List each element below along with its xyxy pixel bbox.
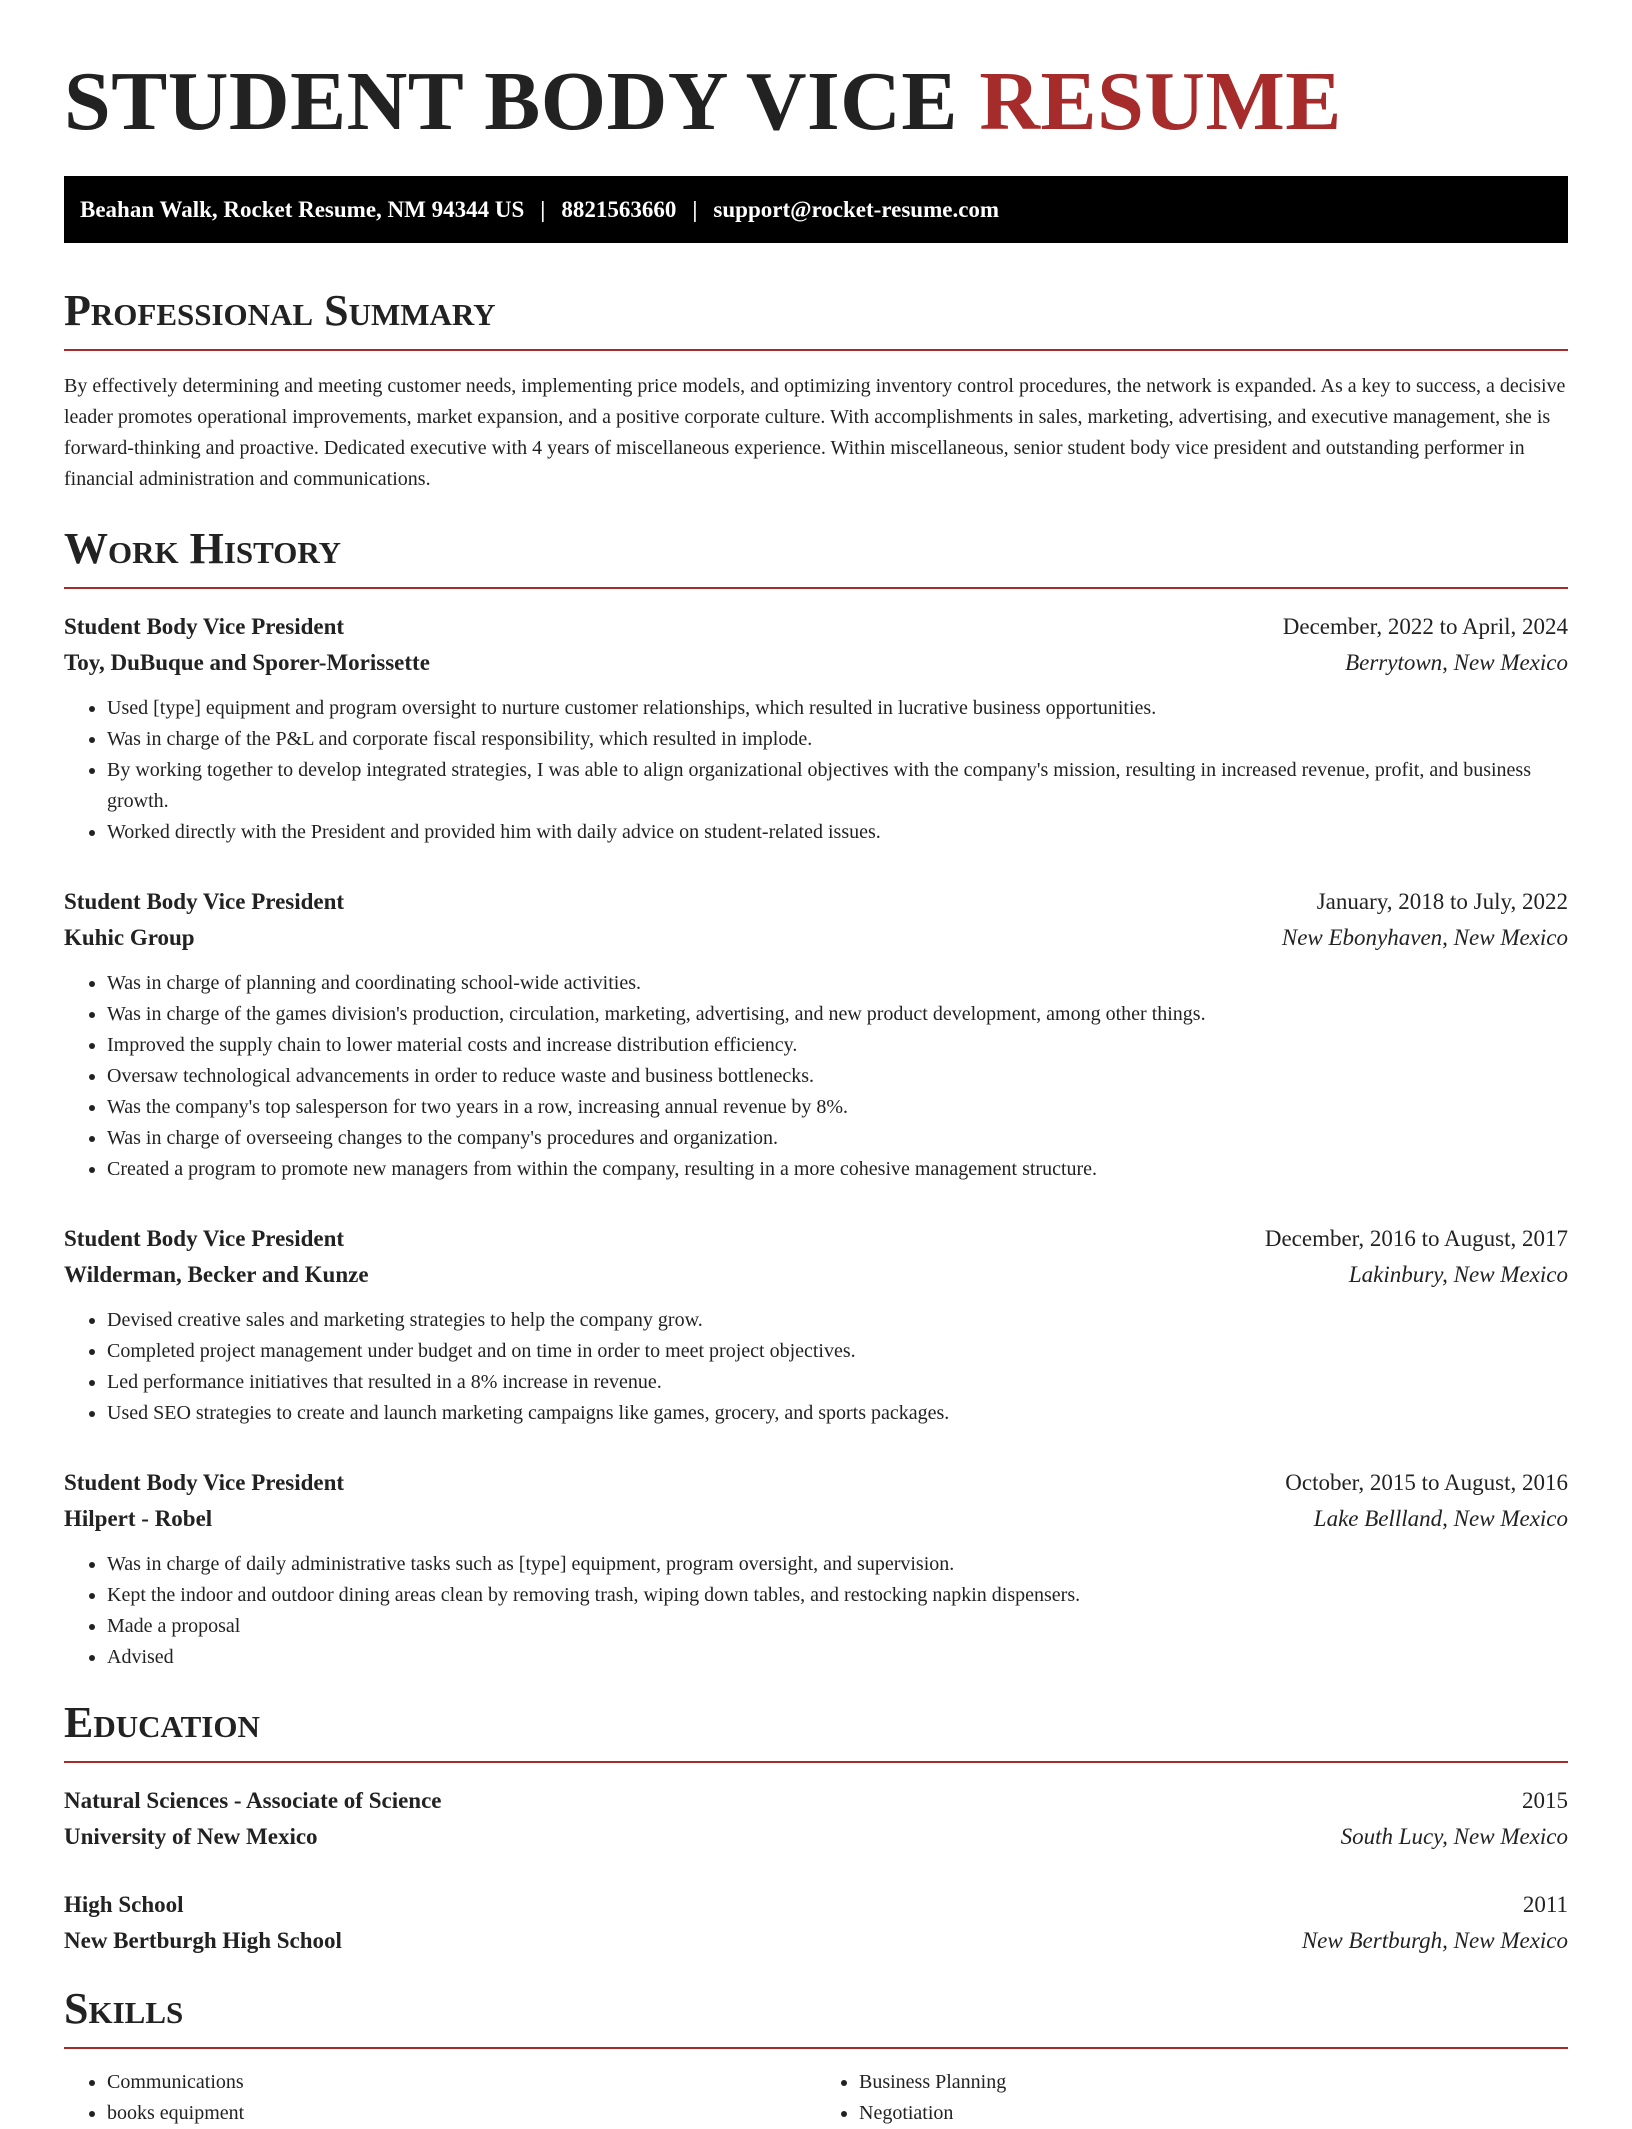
skills-heading: Skills [64,1985,1568,2049]
job-entry [64,1465,1568,1673]
summary-heading: Professional Summary [64,287,1568,351]
contact-separator: | [692,196,698,222]
job-bullets [64,693,1568,848]
job-company-row [64,1501,1568,1537]
job-company: Wilderman, Becker and Kunze [64,1262,369,1287]
job-header-row [64,609,1568,645]
job-bullet: • Completed project management under budget and on time in order to meet project objectives. [107,1336,1568,1367]
job-bullet: • Advised [107,1642,1568,1673]
education-entry [64,1887,1568,1959]
job-bullet: • Led performance initiatives that resulted in a 8% increase in revenue. [107,1367,1568,1398]
contact-email: support@rocket-resume.com [713,196,1000,222]
skill-item: • Communications [107,2067,816,2098]
education-school-row [64,1923,1568,1959]
summary-text: By effectively determining and meeting customer needs, implementing price models, and optimizing inventory control procedures, the network is expanded. As a key to success, a decisive leader promotes operational improvements, market expansion, and a positive corporate culture. With accomplishments in sales, marketing, advertising, and executive management, she is forward-thinking and proactive. Dedicated executive with 4 years of miscellaneous experience. Within miscellaneous, senior student body vice president and outstanding performer in financial administration and communications. [64,375,1566,490]
skills-column-left [64,2067,816,2129]
job-company-row [64,920,1568,956]
education-location: New Bertburgh, New Mexico [1301,1928,1568,1953]
job-bullet: • Was the company's top salesperson for two years in a row, increasing annual revenue by 8%. [107,1092,1568,1123]
job-header-row [64,884,1568,920]
job-title: Student Body Vice President [64,889,345,914]
job-company: Kuhic Group [64,925,195,950]
education-entry [64,1783,1568,1855]
job-bullet: • Used [type] equipment and program oversight to nurture customer relationships, which resulted in lucrative business opportunities. [107,693,1568,724]
job-bullets [64,1305,1568,1429]
education-degree: Natural Sciences - Associate of Science [64,1788,442,1813]
job-title: Student Body Vice President [64,614,345,639]
contact-separator: | [540,196,546,222]
education-year: 2015 [1522,1788,1568,1813]
education-location: South Lucy, New Mexico [1340,1824,1568,1849]
job-dates: December, 2022 to April, 2024 [1282,614,1568,639]
skill-item: • books equipment [107,2098,816,2129]
job-company: Toy, DuBuque and Sporer-Morissette [64,650,430,675]
job-location: Lake Bellland, New Mexico [1313,1506,1568,1531]
job-bullet: • Made a proposal [107,1611,1568,1642]
job-header-row [64,1465,1568,1501]
contact-phone: 8821563660 [561,196,677,222]
skill-item: • Negotiation [859,2098,1568,2129]
job-bullet: • Was in charge of the P&L and corporate fiscal responsibility, which resulted in implode. [107,724,1568,755]
job-bullets [64,1549,1568,1673]
job-bullet: • Created a program to promote new managers from within the company, resulting in a more cohesive management structure. [107,1154,1568,1185]
job-dates: December, 2016 to August, 2017 [1264,1226,1568,1251]
education-school-row [64,1819,1568,1855]
education-heading: Education [64,1699,1568,1763]
education-school: New Bertburgh High School [64,1928,342,1953]
job-entry [64,884,1568,1185]
job-entry [64,1221,1568,1429]
job-location: New Ebonyhaven, New Mexico [1281,925,1568,950]
job-bullet: • Improved the supply chain to lower material costs and increase distribution efficiency. [107,1030,1568,1061]
job-bullet: • Devised creative sales and marketing strategies to help the company grow. [107,1305,1568,1336]
job-bullet: • Kept the indoor and outdoor dining areas clean by removing trash, wiping down tables, and restocking napkin dispensers. [107,1580,1568,1611]
job-company: Hilpert - Robel [64,1506,213,1531]
job-bullet: • Was in charge of daily administrative tasks such as [type] equipment, program oversight, and supervision. [107,1549,1568,1580]
title-main: STUDENT BODY VICE [64,55,958,148]
job-bullet: • Was in charge of the games division's production, circulation, marketing, advertising, and new product development, among other things. [107,999,1568,1030]
job-header-row [64,1221,1568,1257]
contact-address: Beahan Walk, Rocket Resume, NM 94344 US [80,196,525,222]
job-company-row [64,645,1568,681]
skill-item: • Business Planning [859,2067,1568,2098]
skills-column-right [816,2067,1568,2129]
education-school: University of New Mexico [64,1824,318,1849]
contact-bar [64,176,1568,243]
job-bullet: • Was in charge of planning and coordinating school-wide activities. [107,968,1568,999]
work-history-list [64,609,1568,1673]
job-bullets [64,968,1568,1185]
job-bullet: • Oversaw technological advancements in order to reduce waste and business bottlenecks. [107,1061,1568,1092]
job-bullet: • Was in charge of overseeing changes to the company's procedures and organization. [107,1123,1568,1154]
title-accent: RESUME [979,55,1342,148]
skills-list [64,2067,1568,2129]
resume-title [64,52,1568,152]
education-list [64,1783,1568,1959]
education-year: 2011 [1522,1892,1568,1917]
job-bullet: • Used SEO strategies to create and launch marketing campaigns like games, grocery, and sports packages. [107,1398,1568,1429]
education-degree-row [64,1783,1568,1819]
work-history-heading: Work History [64,525,1568,589]
job-dates: January, 2018 to July, 2022 [1316,889,1568,914]
job-bullet: • Worked directly with the President and provided him with daily advice on student-related issues. [107,817,1568,848]
job-company-row [64,1257,1568,1293]
job-location: Lakinbury, New Mexico [1348,1262,1568,1287]
job-entry [64,609,1568,848]
job-title: Student Body Vice President [64,1470,345,1495]
job-dates: October, 2015 to August, 2016 [1285,1470,1568,1495]
job-location: Berrytown, New Mexico [1345,650,1568,675]
job-title: Student Body Vice President [64,1226,345,1251]
job-bullet: • By working together to develop integrated strategies, I was able to align organizational objectives with the company's mission, resulting in increased revenue, profit, and business growth. [107,755,1568,817]
education-degree: High School [64,1892,184,1917]
education-degree-row [64,1887,1568,1923]
